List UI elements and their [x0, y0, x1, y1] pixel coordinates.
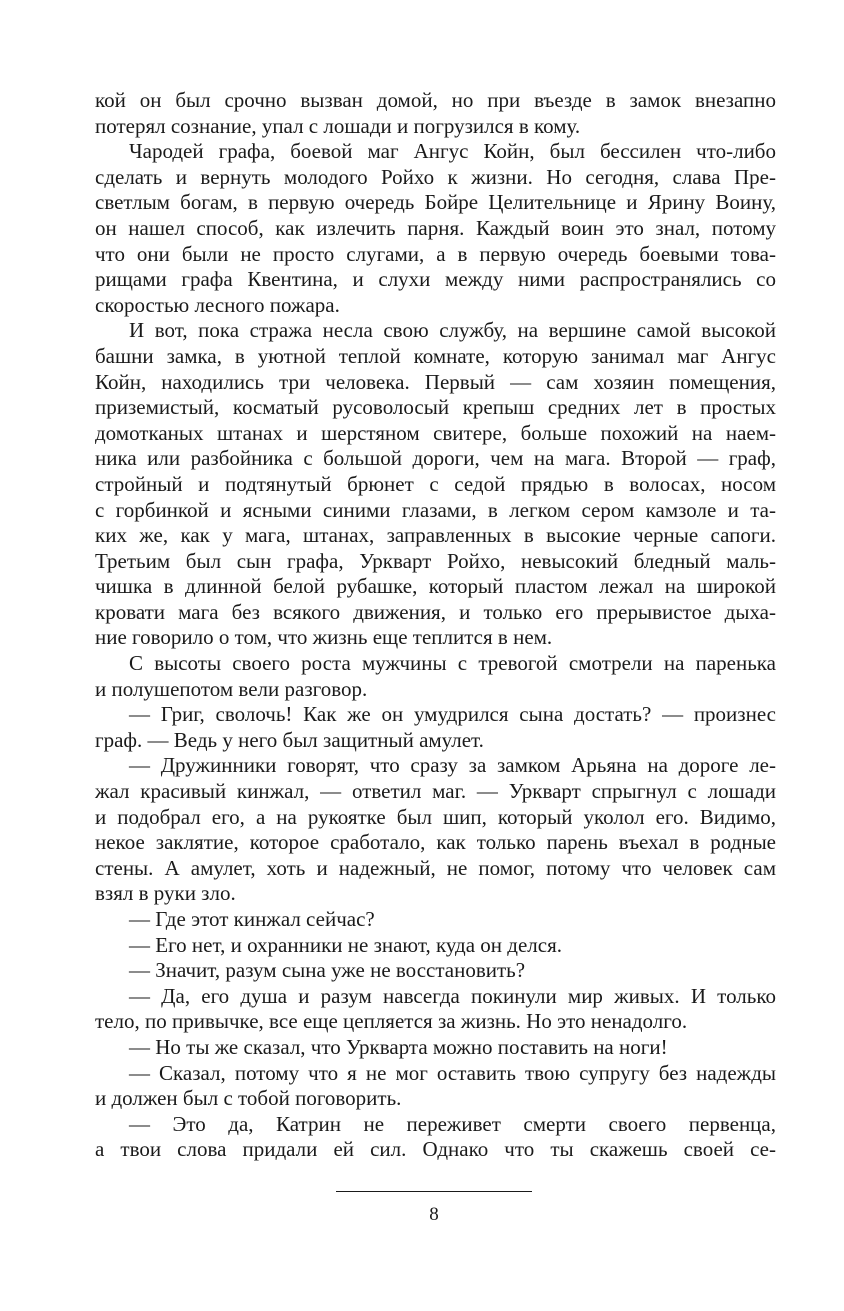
text-line: Чародей графа, боевой маг Ангус Койн, был бессилен что-либо [129, 139, 776, 164]
text-line: а твои слова придали ей сил. Однако что ты скажешь своей се- [95, 1137, 776, 1162]
paragraph [95, 651, 776, 702]
text-line: кровати мага без всякого движения, и только его прерывистое дыха- [95, 599, 776, 624]
text-line: — Да, его душа и разум навсегда покинули мир живых. И только [129, 983, 776, 1008]
paragraph [95, 933, 776, 959]
text-line: ние говорило о том, что жизнь еще теплится в нем. [95, 625, 553, 650]
text-line: ких же, как у мага, штанах, заправленных в высокие черные сапоги. [95, 523, 776, 548]
text-line: — Сказал, потому что я не мог оставить твою супругу без надежды [129, 1060, 776, 1085]
footer-rule [336, 1191, 532, 1192]
text-line: С высоты своего роста мужчины с тревогой смотрели на паренька [129, 651, 776, 676]
text-line: — Где этот кинжал сейчас? [129, 907, 375, 931]
text-line: и полушепотом вели разговор. [95, 676, 368, 701]
text-line: что они были не просто слугами, а в первую очередь боевыми това- [95, 241, 776, 266]
text-line: сделать и вернуть молодого Ройхо к жизни. Но сегодня, слава Пре- [95, 164, 776, 189]
body-text [95, 88, 776, 1163]
paragraph [95, 702, 776, 753]
text-line: скоростью лесного пожара. [95, 292, 340, 317]
text-line: взял в руки зло. [95, 881, 236, 906]
text-line: стройный и подтянутый брюнет с седой прядью в волосах, носом [95, 471, 776, 496]
text-line: стены. А амулет, хоть и надежный, не помог, потому что человек сам [95, 855, 776, 880]
text-line: граф. — Ведь у него был защитный амулет. [95, 727, 484, 752]
text-line: и должен был с тобой поговорить. [95, 1086, 402, 1111]
text-line: приземистый, косматый русоволосый крепыш средних лет в простых [95, 395, 776, 420]
text-line: И вот, пока стража несла свою службу, на вершине самой высокой [129, 318, 776, 343]
page-number: 8 [429, 1204, 439, 1225]
paragraph [95, 907, 776, 933]
text-line: ника или разбойника с большой дороги, чем на мага. Второй — граф, [95, 446, 776, 471]
paragraph [95, 1112, 776, 1163]
text-line: с горбинкой и ясными синими глазами, в легком сером камзоле и та- [95, 497, 776, 522]
text-line: — Значит, разум сына уже не восстановить? [129, 958, 526, 983]
text-line: — Григ, сволочь! Как же он умудрился сына достать? — произнес [129, 702, 776, 727]
paragraph [95, 958, 776, 984]
text-line: кой он был срочно вызван домой, но при въезде в замок внезапно [95, 88, 776, 112]
text-line: и подобрал его, а на рукоятке был шип, который уколол его. Видимо, [95, 804, 776, 829]
paragraph [95, 88, 776, 139]
text-line: некое заклятие, которое сработало, как только парень въехал в родные [95, 830, 776, 855]
text-line: светлым богам, в первую очередь Бойре Целительнице и Ярину Воину, [95, 190, 776, 215]
text-line: — Его нет, и охранники не знают, куда он делся. [129, 932, 562, 957]
text-line: башни замка, в уютной теплой комнате, которую занимал маг Ангус [95, 343, 776, 368]
paragraph [95, 1035, 776, 1061]
text-line: он нашел способ, как излечить парня. Каждый воин это знал, потому [95, 215, 776, 240]
paragraph [95, 1061, 776, 1112]
text-line: тело, по привычке, все еще цепляется за жизнь. Но это ненадолго. [95, 1009, 688, 1034]
paragraph [95, 984, 776, 1035]
text-line: домотканых штанах и шерстяном свитере, больше похожий на наем- [95, 420, 776, 445]
text-line: — Дружинники говорят, что сразу за замком Арьяна на дороге ле- [129, 753, 776, 778]
paragraph [95, 318, 776, 651]
text-line: рищами графа Квентина, и слухи между ними распространялись со [95, 267, 776, 292]
text-line: чишка в длинной белой рубашке, который пластом лежал на широкой [95, 574, 776, 599]
text-line: — Но ты же сказал, что Уркварта можно поставить на ноги! [129, 1034, 668, 1059]
text-line: жал красивый кинжал, — ответил маг. — Уркварт спрыгнул с лошади [95, 779, 776, 804]
paragraph [95, 139, 776, 318]
paragraph [95, 753, 776, 907]
text-line: Третьим был сын графа, Уркварт Ройхо, невысокий бледный маль- [95, 548, 776, 573]
text-line: — Это да, Катрин не переживет смерти своего первенца, [129, 1111, 776, 1136]
text-line: Койн, находились три человека. Первый — сам хозяин помещения, [95, 369, 776, 394]
text-line: потерял сознание, упал с лошади и погрузился в кому. [95, 113, 581, 138]
